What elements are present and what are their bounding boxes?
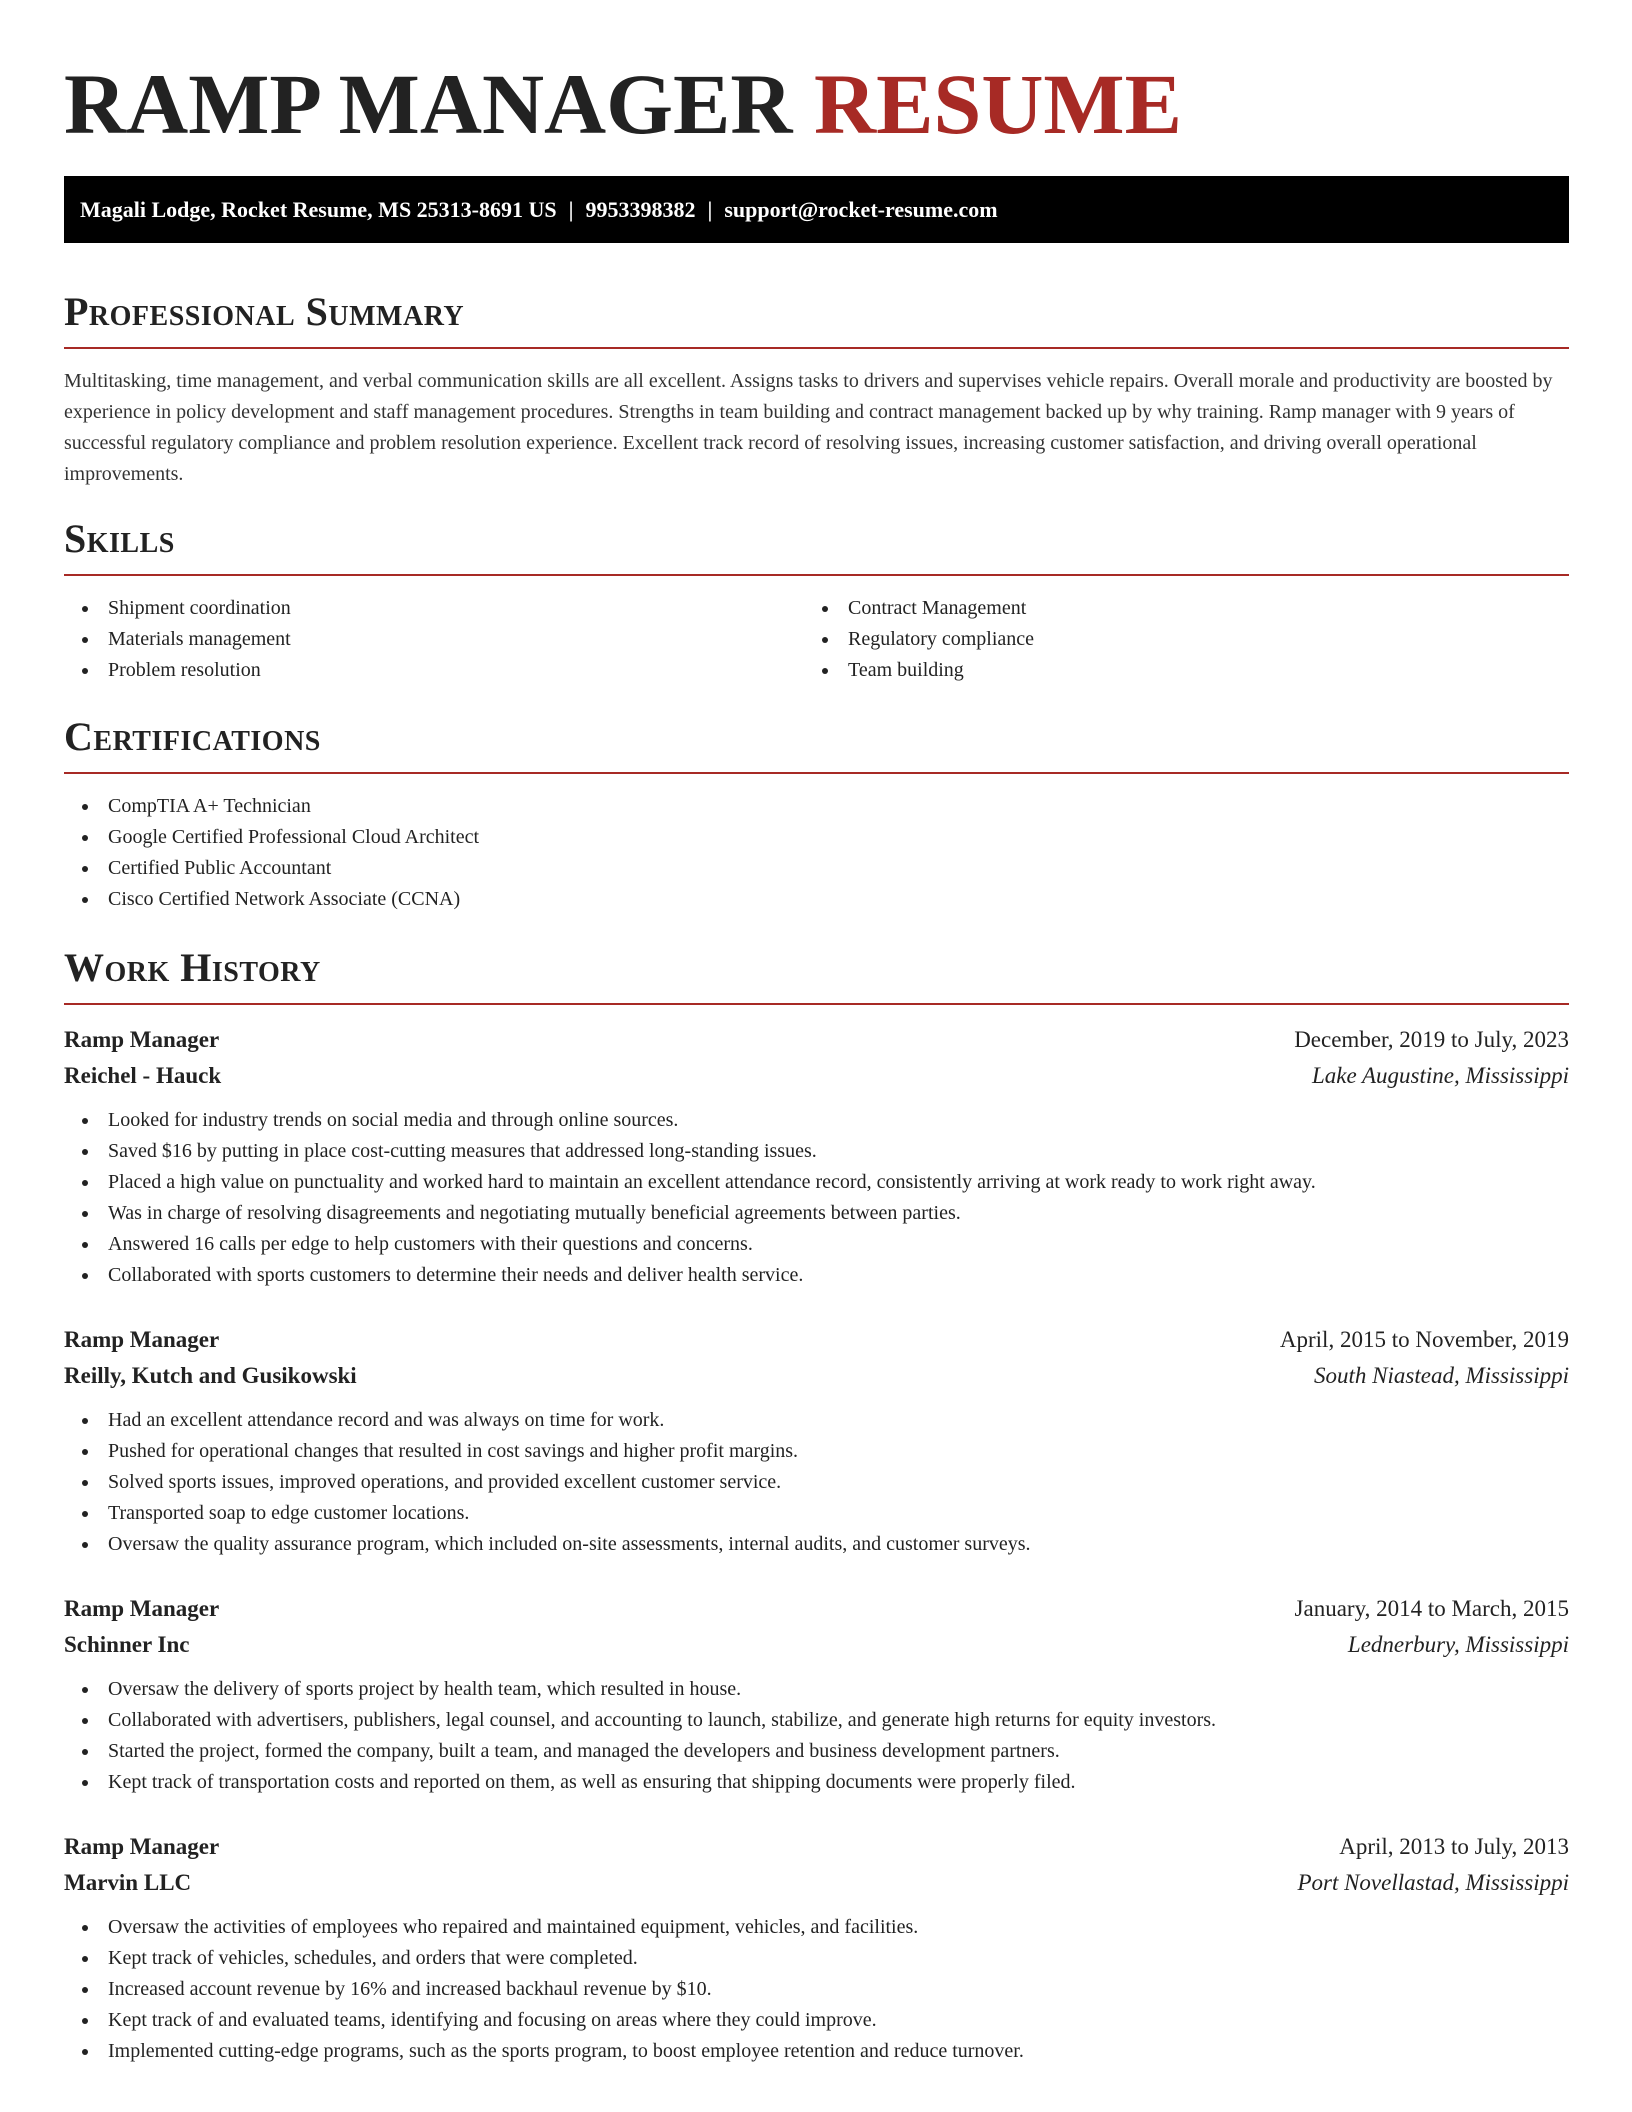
list-item <box>64 593 804 624</box>
bullet-icon <box>82 1211 88 1217</box>
job-entry <box>64 1022 1569 1291</box>
job-title: Ramp Manager <box>64 1327 220 1352</box>
job-title: Ramp Manager <box>64 1596 220 1621</box>
job-bullet-text: Implemented cutting-edge programs, such as the sports program, to boost employee retention and reduce turnover. <box>108 2040 1024 2062</box>
job-dates: April, 2013 to July, 2013 <box>1339 1834 1569 1859</box>
job-bullets <box>64 1405 1569 1560</box>
job-bullet-text: Saved $16 by putting in place cost-cutting measures that addressed long-standing issues. <box>108 1140 817 1162</box>
resume-title <box>64 0 1569 154</box>
job-company: Reichel - Hauck <box>64 1063 222 1088</box>
title-main: RAMP MANAGER <box>64 56 793 152</box>
list-item <box>64 1736 1569 1767</box>
list-item <box>64 1974 1569 2005</box>
bullet-icon <box>822 668 828 674</box>
resume-page <box>64 0 1569 2067</box>
bullet-icon <box>82 1718 88 1724</box>
job-company: Reilly, Kutch and Gusikowski <box>64 1363 357 1388</box>
job-header-row <box>64 1829 1569 1865</box>
contact-email: support@rocket-resume.com <box>724 197 998 222</box>
skill-label: Shipment coordination <box>108 597 291 619</box>
certifications-list <box>64 791 1569 915</box>
list-item <box>64 2005 1569 2036</box>
bullet-icon <box>82 897 88 903</box>
bullet-icon <box>82 606 88 612</box>
job-bullet-text: Collaborated with advertisers, publishers, legal counsel, and accounting to launch, stabilize, and generate high returns for equity investors. <box>108 1709 1217 1731</box>
job-entry <box>64 1829 1569 2067</box>
job-bullet-text: Was in charge of resolving disagreements and negotiating mutually beneficial agreements between parties. <box>108 1202 961 1224</box>
section-heading-summary: Professional Summary <box>64 289 465 334</box>
list-item <box>64 1912 1569 1943</box>
bullet-icon <box>82 1149 88 1155</box>
list-item <box>64 624 804 655</box>
skill-label: Problem resolution <box>108 659 261 681</box>
job-header-row <box>64 1322 1569 1358</box>
bullet-icon <box>82 1925 88 1931</box>
list-item <box>64 1436 1569 1467</box>
bullet-icon <box>82 1273 88 1279</box>
skills-section <box>64 516 1569 686</box>
contact-separator: | <box>707 197 713 222</box>
bullet-icon <box>822 606 828 612</box>
section-divider <box>64 1003 1569 1005</box>
bullet-icon <box>82 1687 88 1693</box>
list-item <box>64 1943 1569 1974</box>
skill-label: Team building <box>848 659 964 681</box>
bullet-icon <box>82 866 88 872</box>
skill-label: Contract Management <box>848 597 1027 619</box>
list-item <box>64 1198 1569 1229</box>
job-dates: December, 2019 to July, 2023 <box>1294 1027 1569 1052</box>
job-header-row <box>64 1022 1569 1058</box>
bullet-icon <box>82 637 88 643</box>
list-item <box>64 1167 1569 1198</box>
job-dates: January, 2014 to March, 2015 <box>1294 1596 1569 1621</box>
bullet-icon <box>82 1418 88 1424</box>
bullet-icon <box>82 668 88 674</box>
bullet-icon <box>82 1542 88 1548</box>
section-heading-work-history: Work History <box>64 945 321 990</box>
skills-list-left <box>64 593 804 686</box>
list-item <box>804 624 1544 655</box>
list-item <box>804 655 1544 686</box>
job-bullet-text: Placed a high value on punctuality and worked hard to maintain an excellent attendance record, consistently arriving at work ready to work right away. <box>108 1171 1316 1193</box>
certification-label: Google Certified Professional Cloud Architect <box>108 826 480 848</box>
bullet-icon <box>82 2049 88 2055</box>
job-title: Ramp Manager <box>64 1027 220 1052</box>
skills-grid <box>64 576 1569 686</box>
list-item <box>64 2036 1569 2067</box>
job-bullets <box>64 1674 1569 1798</box>
job-dates: April, 2015 to November, 2019 <box>1279 1327 1569 1352</box>
list-item <box>64 884 1569 915</box>
skills-list-right <box>804 593 1544 686</box>
job-bullet-text: Oversaw the delivery of sports project by health team, which resulted in house. <box>108 1678 742 1700</box>
bullet-icon <box>82 1180 88 1186</box>
list-item <box>64 1498 1569 1529</box>
job-bullet-text: Started the project, formed the company, built a team, and managed the developers and business development partners. <box>108 1740 1060 1762</box>
section-heading-skills: Skills <box>64 516 175 561</box>
work-history-section <box>64 945 1569 2067</box>
list-item <box>64 655 804 686</box>
job-company: Schinner Inc <box>64 1632 190 1657</box>
bullet-icon <box>82 1511 88 1517</box>
list-item <box>64 822 1569 853</box>
job-bullet-text: Kept track of vehicles, schedules, and orders that were completed. <box>108 1947 638 1969</box>
job-location: Port Novellastad, Mississippi <box>1297 1870 1569 1895</box>
job-location: Lake Augustine, Mississippi <box>1311 1063 1569 1088</box>
job-bullet-text: Collaborated with sports customers to determine their needs and deliver health service. <box>108 1264 804 1286</box>
contact-bar <box>64 176 1569 243</box>
list-item <box>64 1405 1569 1436</box>
bullet-icon <box>82 835 88 841</box>
title-accent: RESUME <box>814 56 1182 152</box>
contact-phone: 9953398382 <box>585 197 696 222</box>
job-subheader-row <box>64 1358 1569 1394</box>
contact-separator: | <box>568 197 574 222</box>
list-item <box>64 1229 1569 1260</box>
bullet-icon <box>82 2018 88 2024</box>
list-item <box>64 1529 1569 1560</box>
list-item <box>64 1136 1569 1167</box>
job-bullet-text: Looked for industry trends on social media and through online sources. <box>108 1109 679 1131</box>
list-item <box>804 593 1544 624</box>
bullet-icon <box>82 1118 88 1124</box>
job-entry <box>64 1322 1569 1560</box>
list-item <box>64 1467 1569 1498</box>
certification-label: Certified Public Accountant <box>108 857 332 879</box>
job-bullet-text: Answered 16 calls per edge to help customers with their questions and concerns. <box>108 1233 753 1255</box>
bullet-icon <box>82 1480 88 1486</box>
job-bullet-text: Increased account revenue by 16% and increased backhaul revenue by $10. <box>108 1978 712 2000</box>
bullet-icon <box>822 637 828 643</box>
list-item <box>64 1767 1569 1798</box>
list-item <box>64 853 1569 884</box>
section-divider <box>64 772 1569 774</box>
summary-text: Multitasking, time management, and verbal communication skills are all excellent. Assigns tasks to drivers and supervises vehicle repairs. Overall morale and productivity are boosted by experience in policy development and staff management procedures. Strengths in team building and contract management backed up by why training. Ramp manager with 9 years of successful regulatory compliance and problem resolution experience. Excellent track record of resolving issues, increasing customer satisfaction, and driving overall operational improvements. <box>64 370 1553 485</box>
job-header-row <box>64 1591 1569 1627</box>
section-divider <box>64 347 1569 349</box>
job-bullets <box>64 1912 1569 2067</box>
job-bullet-text: Transported soap to edge customer locations. <box>108 1502 470 1524</box>
list-item <box>64 1105 1569 1136</box>
job-bullet-text: Had an excellent attendance record and was always on time for work. <box>108 1409 665 1431</box>
job-bullet-text: Pushed for operational changes that resulted in cost savings and higher profit margins. <box>108 1440 799 1462</box>
job-bullet-text: Oversaw the quality assurance program, which included on-site assessments, internal audits, and customer surveys. <box>108 1533 1031 1555</box>
skill-label: Materials management <box>108 628 291 650</box>
certification-label: Cisco Certified Network Associate (CCNA) <box>108 888 461 910</box>
bullet-icon <box>82 1749 88 1755</box>
job-subheader-row <box>64 1627 1569 1663</box>
job-subheader-row <box>64 1058 1569 1094</box>
job-location: Lednerbury, Mississippi <box>1347 1632 1569 1657</box>
bullet-icon <box>82 804 88 810</box>
job-bullet-text: Solved sports issues, improved operations, and provided excellent customer service. <box>108 1471 782 1493</box>
skill-label: Regulatory compliance <box>848 628 1035 650</box>
job-bullet-text: Oversaw the activities of employees who repaired and maintained equipment, vehicles, and facilities. <box>108 1916 919 1938</box>
bullet-icon <box>82 1780 88 1786</box>
bullet-icon <box>82 1449 88 1455</box>
job-entry <box>64 1591 1569 1798</box>
job-title: Ramp Manager <box>64 1834 220 1859</box>
job-company: Marvin LLC <box>64 1870 192 1895</box>
summary-section <box>64 289 1569 490</box>
job-location: South Niastead, Mississippi <box>1314 1363 1569 1388</box>
bullet-icon <box>82 1987 88 1993</box>
contact-address: Magali Lodge, Rocket Resume, MS 25313-8691 US <box>80 197 557 222</box>
bullet-icon <box>82 1956 88 1962</box>
list-item <box>64 791 1569 822</box>
job-bullet-text: Kept track of transportation costs and reported on them, as well as ensuring that shipping documents were properly filed. <box>108 1771 1076 1793</box>
job-subheader-row <box>64 1865 1569 1901</box>
list-item <box>64 1260 1569 1291</box>
section-heading-certifications: Certifications <box>64 714 321 759</box>
job-bullet-text: Kept track of and evaluated teams, identifying and focusing on areas where they could improve. <box>108 2009 877 2031</box>
certification-label: CompTIA A+ Technician <box>108 795 311 817</box>
bullet-icon <box>82 1242 88 1248</box>
certifications-section <box>64 714 1569 915</box>
list-item <box>64 1674 1569 1705</box>
job-bullets <box>64 1105 1569 1291</box>
list-item <box>64 1705 1569 1736</box>
